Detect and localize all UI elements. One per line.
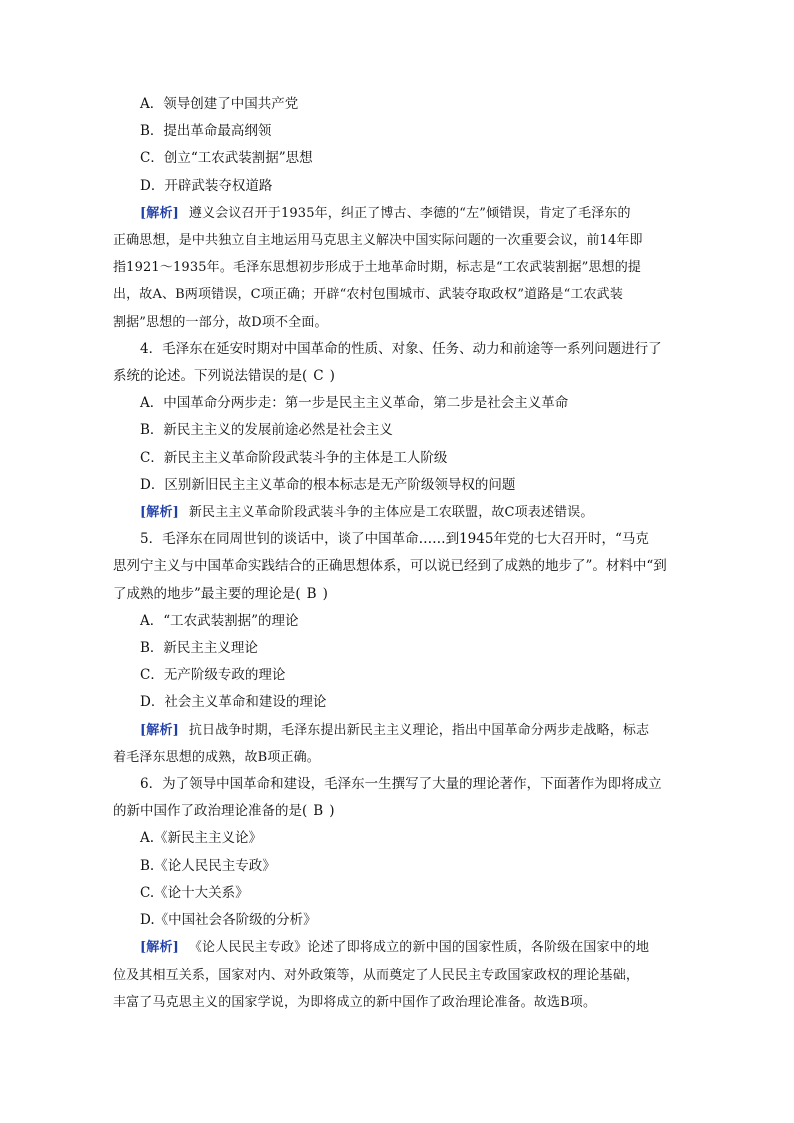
q3-option-c: C．创立“工农武装割据”思想 <box>140 150 313 167</box>
q3-option-d: D．开辟武装夺权道路 <box>140 177 273 194</box>
explanation-text: 出，故A、B两项错误，C项正确；开辟“农村包围城市、武装夺取政权”道路是“工农武装 <box>113 287 623 303</box>
q4-option-c: C．新民主主义革命阶段武装斗争的主体是工人阶级 <box>140 449 448 466</box>
q5-stem: 了成熟的地步”最主要的理论是( <box>113 585 301 602</box>
question-4 <box>113 336 675 526</box>
question-5 <box>113 526 675 771</box>
q5-option-b: B．新民主主义理论 <box>140 640 258 657</box>
q6-option-a: A.《新民主主义论》 <box>140 830 263 847</box>
q4-option-a: A．中国革命分两步走：第一步是民主主义革命，第二步是社会主义革命 <box>140 395 569 412</box>
paren-close: ) <box>329 368 335 385</box>
q4-stem: 系统的论述。下列说法错误的是( <box>113 368 308 385</box>
q5-answer: B <box>306 585 317 602</box>
explanation-text: 抗日战争时期，毛泽东提出新民主主义理论，指出中国革命分两步走战略，标志 <box>188 722 650 738</box>
explanation-text: 位及其相互关系，国家对内、对外政策等，从而奠定了人民民主专政国家政权的理论基础， <box>113 967 640 983</box>
q4-option-b: B．新民主主义的发展前途必然是社会主义 <box>140 422 393 439</box>
q3-options <box>113 91 675 200</box>
q6-option-b: B.《论人民民主专政》 <box>140 857 276 874</box>
q5-stem: 思列宁主义与中国革命实践结合的正确思想体系，可以说已经到了成熟的地步了”。材料中“到 <box>113 558 667 575</box>
q3-option-a: A．领导创建了中国共产党 <box>140 96 299 112</box>
explanation-text: 新民主主义革命阶段武装斗争的主体应是工农联盟，故C项表述错误。 <box>188 505 594 521</box>
q5-option-a: A．“工农武装割据”的理论 <box>140 612 299 629</box>
explanation-text: 正确思想，是中共独立自主地运用马克思主义解决中国实际问题的一次重要会议，前14年即 <box>113 233 643 249</box>
question-6 <box>113 771 675 1016</box>
q4-answer: C <box>313 368 324 385</box>
explanation-text: 丰富了马克思主义的国家学说，为即将成立的新中国作了政治理论准备。故选B项。 <box>113 994 597 1010</box>
q6-option-c: C.《论十大关系》 <box>140 884 249 901</box>
q5-option-d: D．社会主义革命和建设的理论 <box>140 694 327 711</box>
explanation-tag: [解析] <box>140 722 179 738</box>
explanation-tag: [解析] <box>140 940 179 956</box>
paren-close: ) <box>329 803 335 820</box>
q6-answer: B <box>313 803 324 820</box>
q5-stem: 5．毛泽东在同周世钊的谈话中，谈了中国革命……到1945年党的七大召开时，“马克 <box>140 531 649 548</box>
q5-option-c: C．无产阶级专政的理论 <box>140 667 286 684</box>
explanation-text: 割据”思想的一部分，故D项不全面。 <box>113 314 328 330</box>
q4-option-d: D．区别新旧民主主义革命的根本标志是无产阶级领导权的问题 <box>140 476 516 493</box>
q6-stem: 的新中国作了政治理论准备的是( <box>113 803 308 820</box>
explanation-text: 着毛泽东思想的成熟，故B项正确。 <box>113 749 320 765</box>
explanation-tag: [解析] <box>140 505 179 521</box>
q6-option-d: D.《中国社会各阶级的分析》 <box>140 912 317 929</box>
explanation-text: 《论人民民主专政》论述了即将成立的新中国的国家性质，各阶级在国家中的地 <box>188 940 650 956</box>
document-page <box>113 91 675 1016</box>
q3-explanation <box>113 200 675 336</box>
explanation-tag: [解析] <box>140 205 179 221</box>
q4-stem: 4．毛泽东在延安时期对中国革命的性质、对象、任务、动力和前途等一系列问题进行了 <box>140 340 662 357</box>
q3-option-b: B．提出革命最高纲领 <box>140 123 272 140</box>
explanation-text: 指1921～1935年。毛泽东思想初步形成于土地革命时期，标志是“工农武装割据”思想的提 <box>113 260 642 276</box>
q6-stem: 6．为了领导中国革命和建设，毛泽东一生撰写了大量的理论著作，下面著作为即将成立 <box>140 776 662 793</box>
explanation-text: 遵义会议召开于1935年，纠正了博古、李德的“左”倾错误，肯定了毛泽东的 <box>188 205 631 221</box>
paren-close: ) <box>322 585 328 602</box>
